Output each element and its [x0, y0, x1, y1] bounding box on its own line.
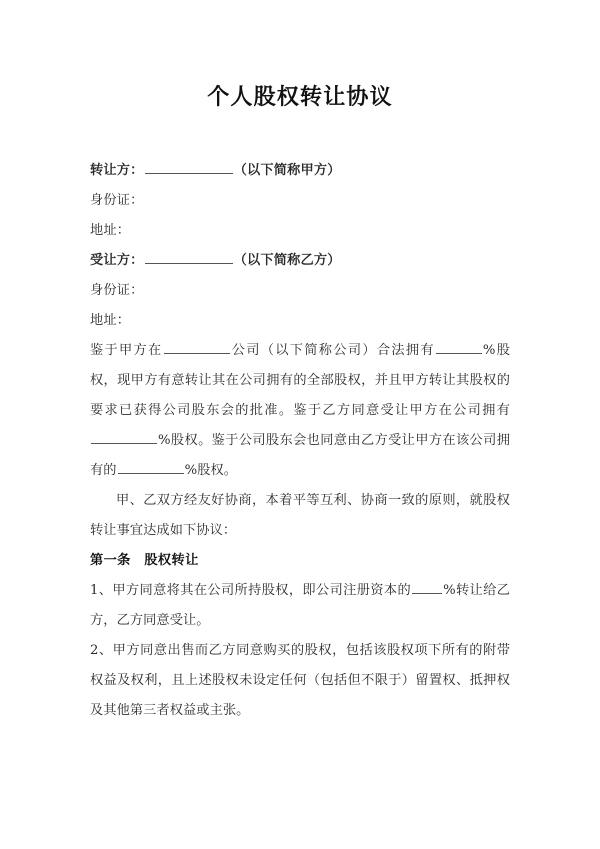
transferee-label: 受让方：	[90, 252, 144, 268]
transferor-id-label: 身份证：	[90, 192, 144, 208]
recital-text-e: %股权。	[184, 462, 238, 478]
transferor-address-label: 地址：	[90, 222, 131, 238]
transferee-address-line	[90, 306, 510, 336]
agreement-intro-paragraph: 甲、乙双方经友好协商，本着平等互利、协商一致的原则，就股权转让事宜达成如下协议：	[90, 492, 510, 538]
recital-paragraph	[90, 336, 510, 486]
registered-capital-percent-blank[interactable]	[412, 580, 442, 594]
equity-percent-blank-2[interactable]	[91, 430, 157, 444]
document-body	[90, 156, 510, 726]
transferee-suffix: （以下简称乙方）	[233, 252, 341, 268]
transferor-id-line	[90, 186, 510, 216]
page-title: 个人股权转让协议	[207, 84, 393, 110]
recital-text-d: %股权。鉴于公司股东会也同意由乙方受让甲方在该公司拥有的	[90, 432, 510, 478]
item1-text-b: %转让给乙方，乙方同意受让。	[90, 582, 511, 628]
recital-text-b: 公司（以下简称公司）合法拥有	[230, 342, 435, 358]
item1-text-a: 1、甲方同意将其在公司所持股权，即公司注册资本的	[90, 582, 412, 598]
transferee-id-label: 身份证：	[90, 282, 144, 298]
company-name-blank[interactable]	[164, 340, 230, 354]
transferor-label: 转让方：	[90, 162, 144, 178]
article-one-heading: 第一条 股权转让	[90, 552, 199, 568]
transferee-address-label: 地址：	[90, 312, 131, 328]
article-one-item-2: 2、甲方同意出售而乙方同意购买的股权，包括该股权项下所有的附带权益及权利，且上述股权未设定任何（包括但不限于）留置权、抵押权及其他第三者权益或主张。	[90, 642, 510, 718]
transferor-name-blank[interactable]	[145, 160, 233, 174]
transferor-line	[90, 156, 510, 186]
recital-text-a: 鉴于甲方在	[90, 342, 163, 358]
transferee-line	[90, 246, 510, 276]
transferee-name-blank[interactable]	[145, 250, 233, 264]
transferee-id-line	[90, 276, 510, 306]
recital-text-c: %股权，现甲方有意转让其在公司拥有的全部股权，并且甲方转让其股权的要求已获得公司股东会的批准。鉴于乙方同意受让甲方在公司拥有	[90, 342, 511, 418]
transferor-address-line	[90, 216, 510, 246]
article-one-item-1	[90, 576, 510, 636]
transferor-suffix: （以下简称甲方）	[233, 162, 341, 178]
equity-percent-blank-3[interactable]	[118, 460, 184, 474]
equity-percent-blank-1[interactable]	[436, 340, 482, 354]
